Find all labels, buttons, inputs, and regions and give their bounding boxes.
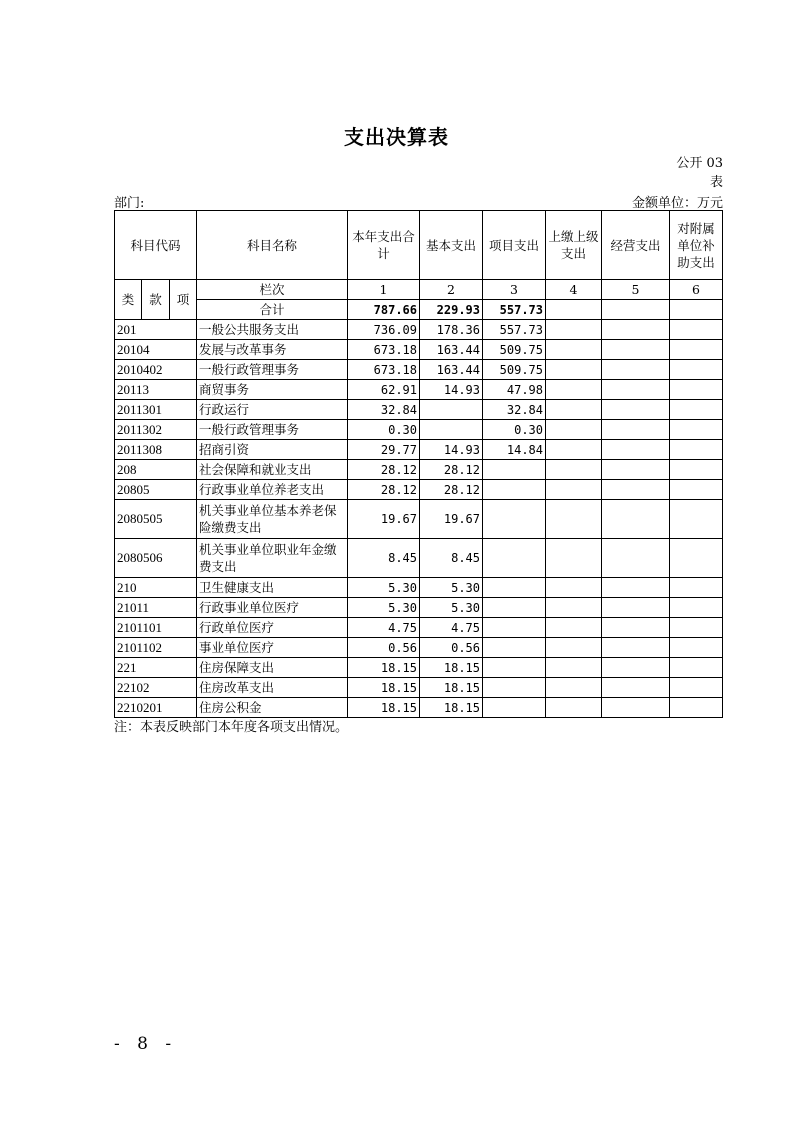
row-code: 2011302	[115, 420, 197, 440]
table-row	[115, 320, 723, 340]
form-code	[676, 154, 723, 192]
row-code: 22102	[115, 678, 197, 698]
row-subsidy	[670, 500, 723, 539]
row-remit	[546, 698, 602, 718]
row-basic: 19.67	[420, 500, 483, 539]
row-code: 2011301	[115, 400, 197, 420]
row-name: 住房改革支出	[197, 678, 348, 698]
row-project	[483, 698, 546, 718]
row-code: 221	[115, 658, 197, 678]
row-name: 住房保障支出	[197, 658, 348, 678]
row-subsidy	[670, 678, 723, 698]
row-code: 20113	[115, 380, 197, 400]
row-basic: 18.15	[420, 678, 483, 698]
row-project	[483, 480, 546, 500]
row-basic: 14.93	[420, 440, 483, 460]
row-total: 4.75	[348, 618, 420, 638]
header-operating-expenditure: 经营支出	[602, 211, 670, 280]
row-total: 673.18	[348, 340, 420, 360]
table-row	[115, 539, 723, 578]
row-name: 行政运行	[197, 400, 348, 420]
row-operating	[602, 500, 670, 539]
row-basic: 5.30	[420, 578, 483, 598]
table-row	[115, 400, 723, 420]
row-code: 201	[115, 320, 197, 340]
row-operating	[602, 480, 670, 500]
row-operating	[602, 678, 670, 698]
row-code: 2080505	[115, 500, 197, 539]
row-total: 29.77	[348, 440, 420, 460]
table-row	[115, 480, 723, 500]
col-number-1: 1	[348, 280, 420, 300]
row-remit	[546, 380, 602, 400]
row-name: 机关事业单位基本养老保险缴费支出	[197, 500, 348, 539]
row-project: 14.84	[483, 440, 546, 460]
row-project	[483, 678, 546, 698]
row-operating	[602, 460, 670, 480]
row-remit	[546, 320, 602, 340]
row-total: 62.91	[348, 380, 420, 400]
row-subsidy	[670, 618, 723, 638]
row-code: 20805	[115, 480, 197, 500]
row-remit	[546, 460, 602, 480]
row-basic: 18.15	[420, 658, 483, 678]
row-project	[483, 500, 546, 539]
row-name: 发展与改革事务	[197, 340, 348, 360]
row-remit	[546, 400, 602, 420]
row-basic: 14.93	[420, 380, 483, 400]
row-remit	[546, 480, 602, 500]
col-number-2: 2	[420, 280, 483, 300]
row-total: 18.15	[348, 658, 420, 678]
row-basic: 28.12	[420, 480, 483, 500]
row-total: 0.30	[348, 420, 420, 440]
row-name: 机关事业单位职业年金缴费支出	[197, 539, 348, 578]
row-subsidy	[670, 360, 723, 380]
row-project	[483, 598, 546, 618]
table-body	[115, 320, 723, 718]
row-operating	[602, 658, 670, 678]
header-subject-name: 科目名称	[197, 211, 348, 280]
row-remit	[546, 578, 602, 598]
row-operating	[602, 340, 670, 360]
row-project: 509.75	[483, 340, 546, 360]
row-project	[483, 539, 546, 578]
row-operating	[602, 360, 670, 380]
row-subsidy	[670, 698, 723, 718]
table-row	[115, 598, 723, 618]
row-remit	[546, 500, 602, 539]
table-row	[115, 578, 723, 598]
row-name: 一般公共服务支出	[197, 320, 348, 340]
row-name: 招商引资	[197, 440, 348, 460]
row-total: 18.15	[348, 678, 420, 698]
row-subsidy	[670, 320, 723, 340]
row-total: 28.12	[348, 480, 420, 500]
total-project: 557.73	[483, 300, 546, 320]
row-subsidy	[670, 460, 723, 480]
row-operating	[602, 539, 670, 578]
row-subsidy	[670, 440, 723, 460]
row-project: 47.98	[483, 380, 546, 400]
row-basic: 5.30	[420, 598, 483, 618]
header-total-expenditure: 本年支出合计	[348, 211, 420, 280]
row-name: 行政单位医疗	[197, 618, 348, 638]
total-total: 787.66	[348, 300, 420, 320]
total-row	[115, 300, 723, 320]
table-row	[115, 420, 723, 440]
page-title: 支出决算表	[344, 125, 449, 149]
row-code: 2210201	[115, 698, 197, 718]
row-code: 21011	[115, 598, 197, 618]
row-total: 5.30	[348, 578, 420, 598]
row-basic: 163.44	[420, 360, 483, 380]
row-total: 673.18	[348, 360, 420, 380]
row-subsidy	[670, 598, 723, 618]
row-code: 20104	[115, 340, 197, 360]
col-number-6: 6	[670, 280, 723, 300]
header-subsidy-subordinate: 对附属单位补助支出	[670, 211, 723, 280]
row-basic: 8.45	[420, 539, 483, 578]
row-project	[483, 460, 546, 480]
table-row	[115, 500, 723, 539]
row-project: 32.84	[483, 400, 546, 420]
header-remit-superior: 上缴上级支出	[546, 211, 602, 280]
table-row	[115, 340, 723, 360]
row-code: 208	[115, 460, 197, 480]
unit-label: 金额单位：万元	[631, 196, 723, 211]
col-number-5: 5	[602, 280, 670, 300]
row-subsidy	[670, 578, 723, 598]
row-operating	[602, 440, 670, 460]
row-remit	[546, 638, 602, 658]
row-total: 19.67	[348, 500, 420, 539]
row-total: 8.45	[348, 539, 420, 578]
row-basic	[420, 400, 483, 420]
row-code: 2080506	[115, 539, 197, 578]
row-remit	[546, 678, 602, 698]
row-code: 2010402	[115, 360, 197, 380]
total-remit	[546, 300, 602, 320]
row-name: 事业单位医疗	[197, 638, 348, 658]
row-subsidy	[670, 480, 723, 500]
row-subsidy	[670, 380, 723, 400]
table-row	[115, 360, 723, 380]
row-subsidy	[670, 658, 723, 678]
row-name: 一般行政管理事务	[197, 360, 348, 380]
form-code-line2: 表	[709, 175, 723, 190]
row-operating	[602, 638, 670, 658]
header-xiang: 项	[170, 280, 197, 320]
row-remit	[546, 658, 602, 678]
row-project	[483, 578, 546, 598]
row-remit	[546, 440, 602, 460]
table-row	[115, 698, 723, 718]
table-row	[115, 658, 723, 678]
row-name: 行政事业单位养老支出	[197, 480, 348, 500]
row-remit	[546, 618, 602, 638]
department-label: 部门:	[114, 196, 145, 211]
row-subsidy	[670, 420, 723, 440]
header-kuan: 款	[142, 280, 170, 320]
page-number: - 8 -	[114, 1034, 178, 1054]
row-name: 行政事业单位医疗	[197, 598, 348, 618]
row-project: 0.30	[483, 420, 546, 440]
row-name: 卫生健康支出	[197, 578, 348, 598]
row-basic: 4.75	[420, 618, 483, 638]
row-remit	[546, 340, 602, 360]
row-basic: 18.15	[420, 698, 483, 718]
table-row	[115, 460, 723, 480]
row-subsidy	[670, 539, 723, 578]
col-number-3: 3	[483, 280, 546, 300]
header-basic-expenditure: 基本支出	[420, 211, 483, 280]
row-operating	[602, 380, 670, 400]
total-operating	[602, 300, 670, 320]
row-project	[483, 638, 546, 658]
total-subsidy	[670, 300, 723, 320]
total-label: 合计	[197, 300, 348, 320]
row-total: 32.84	[348, 400, 420, 420]
header-lei: 类	[115, 280, 142, 320]
row-project	[483, 618, 546, 638]
table-row	[115, 618, 723, 638]
row-basic	[420, 420, 483, 440]
row-name: 社会保障和就业支出	[197, 460, 348, 480]
row-remit	[546, 539, 602, 578]
row-operating	[602, 420, 670, 440]
row-subsidy	[670, 638, 723, 658]
total-basic: 229.93	[420, 300, 483, 320]
row-operating	[602, 598, 670, 618]
row-total: 28.12	[348, 460, 420, 480]
table-row	[115, 380, 723, 400]
row-basic: 163.44	[420, 340, 483, 360]
table-row	[115, 638, 723, 658]
row-basic: 28.12	[420, 460, 483, 480]
row-operating	[602, 400, 670, 420]
row-code: 2101102	[115, 638, 197, 658]
row-basic: 178.36	[420, 320, 483, 340]
row-operating	[602, 618, 670, 638]
row-remit	[546, 598, 602, 618]
table-row	[115, 678, 723, 698]
row-total: 736.09	[348, 320, 420, 340]
row-remit	[546, 420, 602, 440]
row-total: 18.15	[348, 698, 420, 718]
row-operating	[602, 698, 670, 718]
row-project: 509.75	[483, 360, 546, 380]
row-project	[483, 658, 546, 678]
row-total: 5.30	[348, 598, 420, 618]
row-code: 210	[115, 578, 197, 598]
row-subsidy	[670, 340, 723, 360]
row-name: 一般行政管理事务	[197, 420, 348, 440]
header-row	[115, 211, 723, 280]
row-remit	[546, 360, 602, 380]
column-index-label: 栏次	[197, 280, 348, 300]
expenditure-table	[114, 210, 723, 718]
row-total: 0.56	[348, 638, 420, 658]
col-number-4: 4	[546, 280, 602, 300]
row-code: 2011308	[115, 440, 197, 460]
row-operating	[602, 320, 670, 340]
table-note: 注：本表反映部门本年度各项支出情况。	[114, 720, 349, 735]
header-project-expenditure: 项目支出	[483, 211, 546, 280]
row-name: 商贸事务	[197, 380, 348, 400]
column-index-row	[115, 280, 723, 300]
form-code-line1: 公开 03	[676, 156, 723, 171]
header-subject-code: 科目代码	[115, 211, 197, 280]
row-code: 2101101	[115, 618, 197, 638]
row-basic: 0.56	[420, 638, 483, 658]
row-subsidy	[670, 400, 723, 420]
row-name: 住房公积金	[197, 698, 348, 718]
row-operating	[602, 578, 670, 598]
row-project: 557.73	[483, 320, 546, 340]
table-row	[115, 440, 723, 460]
